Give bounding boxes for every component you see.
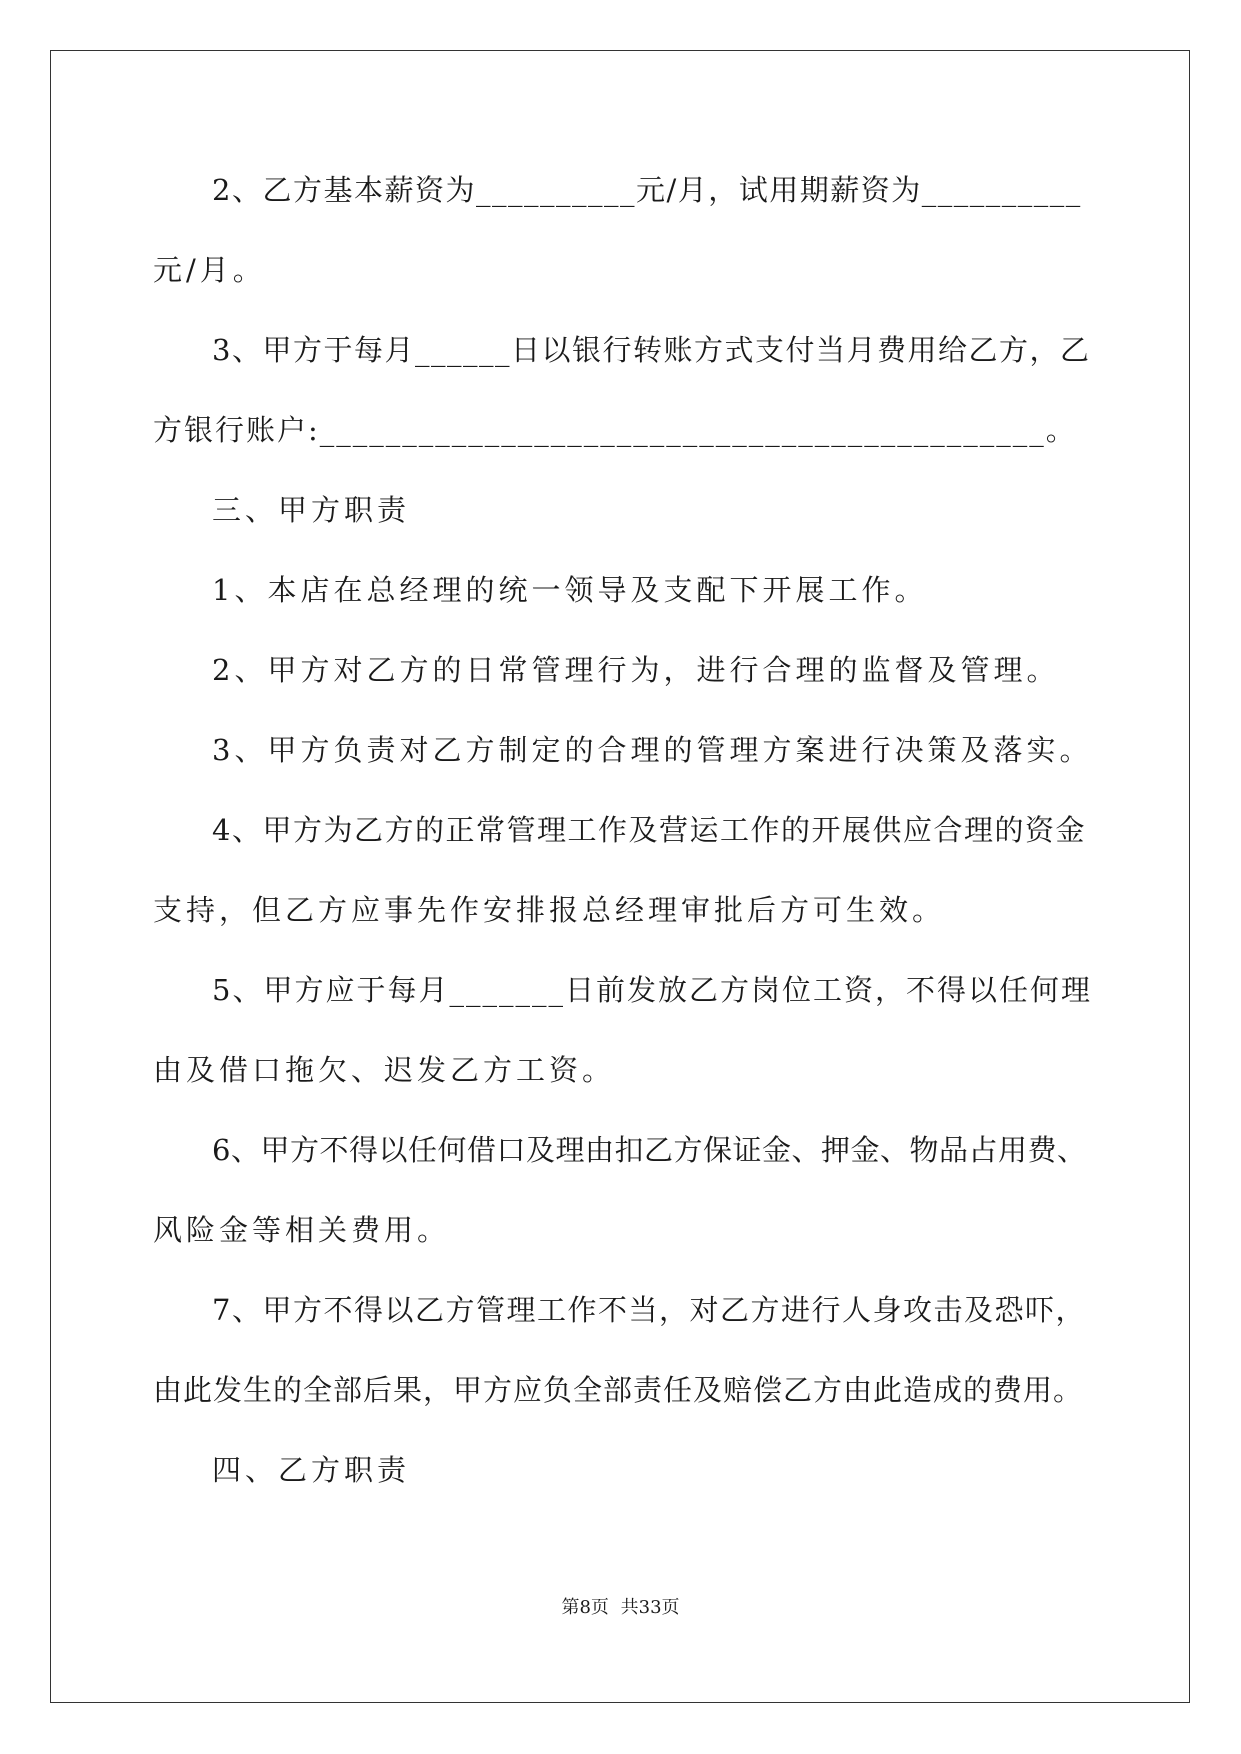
text-line: 3、甲方于每月______日以银行转账方式支付当月费用给乙方，乙	[212, 333, 1091, 367]
text-line: 2、乙方基本薪资为__________元/月，试用期薪资为__________	[212, 173, 1082, 207]
text-line: 7、甲方不得以乙方管理工作不当，对乙方进行人身攻击及恐吓，	[212, 1293, 1086, 1327]
section-heading: 三、甲方职责	[212, 493, 411, 527]
text-line: 3、甲方负责对乙方制定的合理的管理方案进行决策及落实。	[212, 733, 1093, 767]
text-line: 由此发生的全部后果，甲方应负全部责任及赔偿乙方由此造成的费用。	[153, 1373, 1084, 1407]
text-line: 2、甲方对乙方的日常管理行为，进行合理的监督及管理。	[212, 653, 1060, 687]
text-line: 4、甲方为乙方的正常管理工作及营运工作的开展供应合理的资金	[212, 813, 1086, 847]
text-line: 6、甲方不得以任何借口及理由扣乙方保证金、押金、物品占用费、	[212, 1133, 1087, 1167]
page-total: 共33页	[620, 1597, 680, 1618]
section-heading: 四、乙方职责	[212, 1453, 411, 1487]
text-line: 由及借口拖欠、迟发乙方工资。	[153, 1053, 616, 1087]
text-line: 支持，但乙方应事先作安排报总经理审批后方可生效。	[153, 893, 946, 927]
text-line: 元/月。	[153, 253, 266, 287]
text-line: 风险金等相关费用。	[153, 1213, 451, 1247]
text-line: 5、甲方应于每月_______日前发放乙方岗位工资，不得以任何理	[212, 973, 1092, 1007]
text-line: 1、本店在总经理的统一领导及支配下开展工作。	[212, 573, 928, 607]
text-line: 方银行账户:____________________________________________。	[153, 413, 1077, 447]
page-number: 第8页	[561, 1597, 609, 1618]
page-footer	[0, 1593, 1241, 1619]
